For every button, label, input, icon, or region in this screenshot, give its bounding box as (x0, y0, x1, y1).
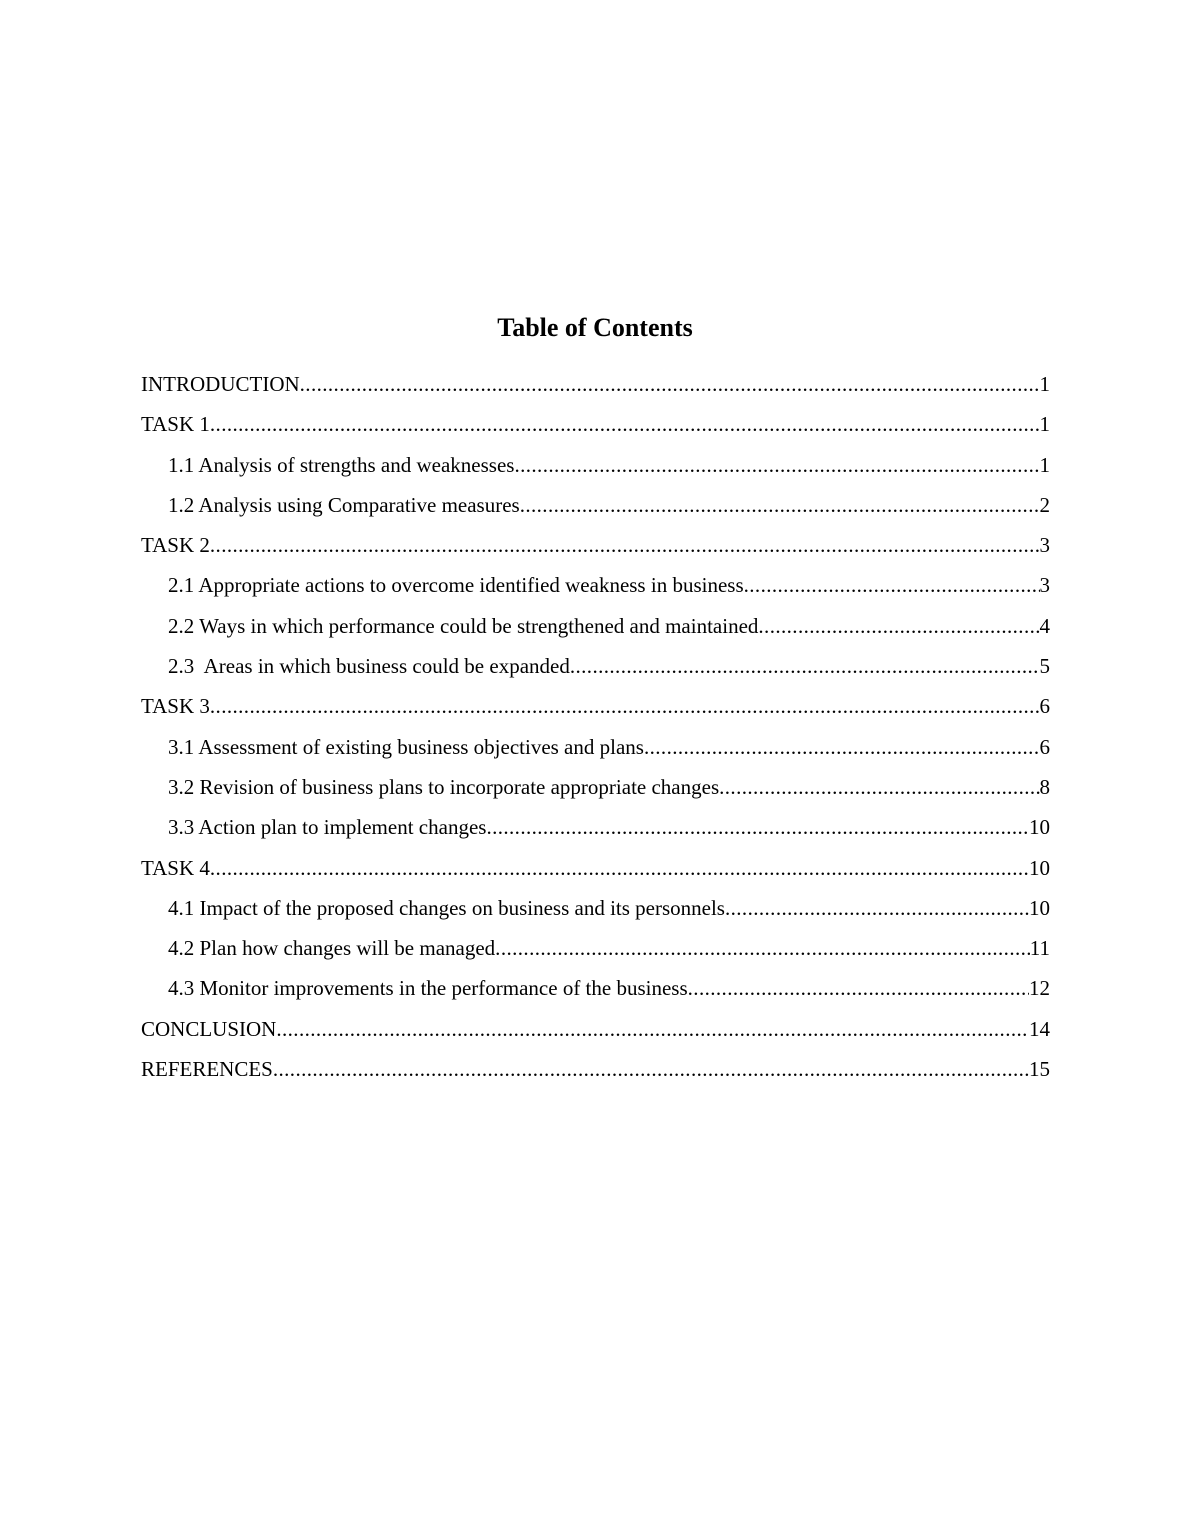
toc-entry-page-number: 5 (1039, 654, 1050, 679)
toc-entry-page-number: 12 (1029, 976, 1050, 1001)
toc-dot-leader (570, 646, 1040, 686)
toc-dot-leader (688, 968, 1029, 1008)
toc-dot-leader (300, 364, 1040, 404)
toc-entry[interactable] (141, 485, 1050, 525)
toc-entry[interactable] (141, 727, 1050, 767)
toc-dot-leader (210, 848, 1029, 888)
toc-entry-page-number: 10 (1029, 895, 1050, 920)
toc-dot-leader (644, 727, 1040, 767)
toc-entry-label: TASK 4 (141, 855, 210, 880)
toc-entry-page-number: 1 (1039, 412, 1050, 437)
toc-entry-page-number: 6 (1039, 734, 1050, 759)
toc-entry-page-number: 6 (1039, 694, 1050, 719)
toc-entry-label: 2.2 Ways in which performance could be strengthened and maintained (168, 613, 759, 638)
toc-entry[interactable] (141, 888, 1050, 928)
toc-title: Table of Contents (497, 313, 693, 342)
toc-entry-page-number: 2 (1039, 492, 1050, 517)
toc-entry-label: 4.1 Impact of the proposed changes on business and its personnels (168, 895, 725, 920)
toc-dot-leader (210, 525, 1040, 565)
toc-dot-leader (520, 485, 1040, 525)
toc-entry[interactable] (141, 404, 1050, 444)
toc-entry-label: 4.2 Plan how changes will be managed (168, 936, 496, 961)
toc-dot-leader (758, 606, 1039, 646)
toc-dot-leader (273, 1049, 1029, 1089)
toc-dot-leader (744, 565, 1040, 605)
toc-entry[interactable] (141, 364, 1050, 404)
toc-entry-label: 2.1 Appropriate actions to overcome identified weakness in business (168, 573, 744, 598)
toc-entry-label: INTRODUCTION (141, 372, 300, 396)
toc-entry-page-number: 15 (1029, 1057, 1050, 1082)
table-of-contents (141, 364, 1050, 1089)
toc-entry-page-number: 14 (1029, 1016, 1050, 1041)
toc-entry-label: 3.2 Revision of business plans to incorporate appropriate changes (168, 774, 720, 799)
toc-entry[interactable] (141, 807, 1050, 847)
toc-entry-label: TASK 3 (141, 694, 210, 719)
toc-entry-label: 1.1 Analysis of strengths and weaknesses (168, 452, 515, 477)
toc-dot-leader (719, 767, 1039, 807)
toc-entry[interactable] (141, 848, 1050, 888)
toc-dot-leader (725, 888, 1029, 928)
toc-dot-leader (486, 807, 1029, 847)
toc-entry-page-number: 10 (1029, 855, 1050, 880)
toc-entry[interactable] (141, 686, 1050, 726)
toc-entry-label: CONCLUSION (141, 1016, 277, 1041)
toc-dot-leader (210, 686, 1040, 726)
toc-entry-label: 3.3 Action plan to implement changes (168, 815, 487, 840)
toc-entry-label: TASK 2 (141, 533, 210, 558)
toc-entry-page-number: 8 (1039, 774, 1050, 799)
toc-entry-page-number: 10 (1029, 815, 1050, 840)
toc-entry[interactable] (141, 606, 1050, 646)
toc-entry-page-number: 4 (1039, 613, 1050, 638)
toc-entry-label: 2.3 Areas in which business could be expanded (168, 654, 570, 679)
toc-entry-page-number: 1 (1039, 452, 1050, 477)
toc-entry[interactable] (141, 646, 1050, 686)
toc-entry[interactable] (141, 1049, 1050, 1089)
toc-entry-page-number: 3 (1039, 573, 1050, 598)
toc-entry-page-number: 1 (1039, 372, 1050, 396)
toc-entry[interactable] (141, 968, 1050, 1008)
toc-entry[interactable] (141, 767, 1050, 807)
toc-entry-page-number: 11 (1029, 936, 1050, 961)
toc-entry[interactable] (141, 445, 1050, 485)
toc-entry[interactable] (141, 525, 1050, 565)
toc-entry[interactable] (141, 928, 1050, 968)
toc-dot-leader (514, 445, 1039, 485)
toc-entry-label: 4.3 Monitor improvements in the performance of the business (168, 976, 688, 1001)
toc-entry[interactable] (141, 565, 1050, 605)
toc-entry-label: 1.2 Analysis using Comparative measures (168, 492, 520, 517)
toc-entry-page-number: 3 (1039, 533, 1050, 558)
toc-entry-label: 3.1 Assessment of existing business objectives and plans (168, 734, 644, 759)
toc-entry-label: REFERENCES (141, 1057, 273, 1082)
toc-entry-label: TASK 1 (141, 412, 210, 437)
toc-dot-leader (210, 404, 1040, 444)
toc-dot-leader (276, 1009, 1029, 1049)
toc-dot-leader (495, 928, 1030, 968)
toc-entry[interactable] (141, 1009, 1050, 1049)
